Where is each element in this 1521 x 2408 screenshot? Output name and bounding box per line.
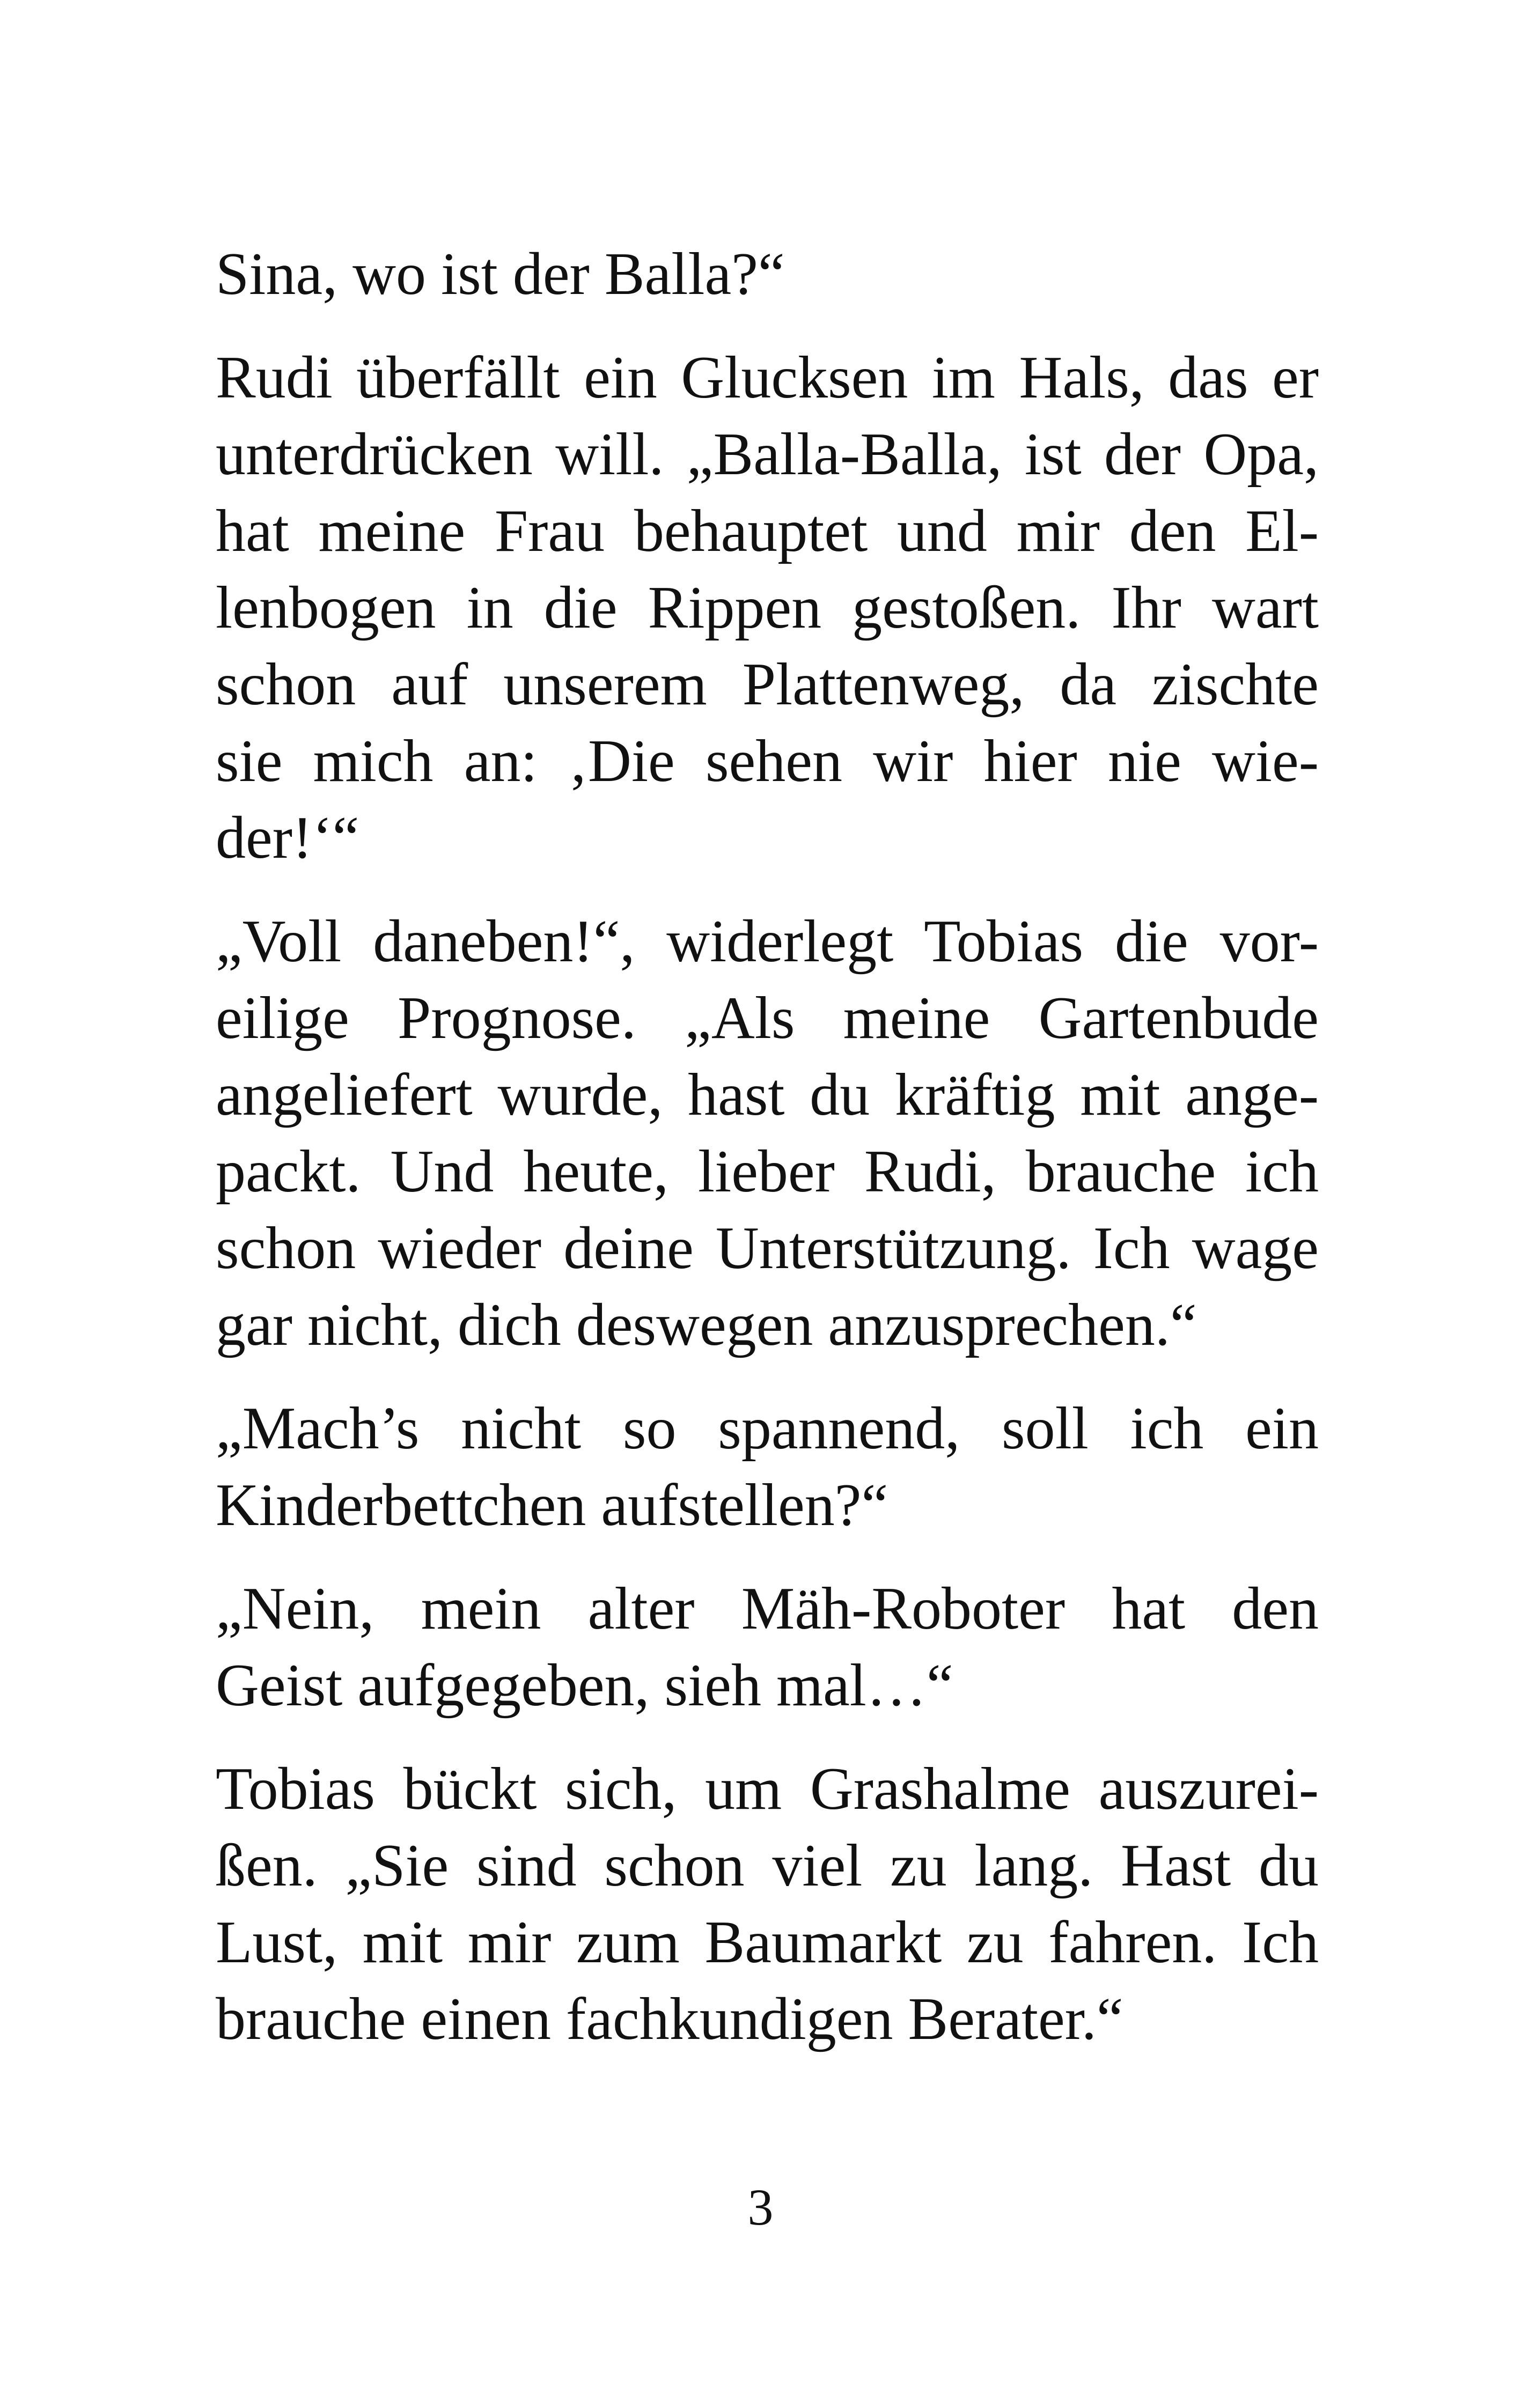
text-line: der!‘“: [216, 805, 359, 871]
paragraph-3: [216, 903, 1319, 1364]
text-line: schon auf unserem Plattenweg, da zischte: [216, 651, 1319, 718]
paragraph-4: [216, 1390, 1319, 1544]
text-line: packt. Und heute, lieber Rudi, brauche ich: [216, 1138, 1319, 1205]
text-line: unterdrücken will. „Balla-Balla, ist der Opa,: [216, 421, 1319, 488]
text-line: hat meine Frau behauptet und mir den El-: [216, 498, 1319, 564]
text-line: „Mach’s nicht so spannend, soll ich ein: [216, 1395, 1319, 1462]
page-body: [216, 236, 1319, 2085]
text-line: gar nicht, dich deswegen anzusprechen.“: [216, 1292, 1197, 1358]
paragraph-1: [216, 236, 1319, 313]
text-line: brauche einen fachkundigen Berater.“: [216, 1986, 1123, 2052]
paragraph-6: [216, 1751, 1319, 2058]
text-line: Sina, wo ist der Balla?“: [216, 241, 785, 307]
page-number: 3: [747, 2178, 774, 2236]
text-line: angeliefert wurde, hast du kräftig mit ange-: [216, 1062, 1319, 1128]
text-line: Geist aufgegeben, sieh mal…“: [216, 1652, 953, 1719]
text-line: Tobias bückt sich, um Grashalme auszurei-: [216, 1756, 1319, 1822]
text-line: Lust, mit mir zum Baumarkt zu fahren. Ich: [216, 1909, 1319, 1976]
text-line: Kinderbettchen aufstellen?“: [216, 1472, 888, 1538]
text-line: eilige Prognose. „Als meine Gartenbude: [216, 985, 1319, 1051]
paragraph-2: [216, 340, 1319, 877]
text-line: „Voll daneben!“, widerlegt Tobias die vor-: [216, 908, 1319, 975]
text-line: schon wieder deine Unterstützung. Ich wage: [216, 1215, 1319, 1282]
text-line: sie mich an: ‚Die sehen wir hier nie wie-: [216, 728, 1319, 794]
text-line: Rudi überfällt ein Glucksen im Hals, das er: [216, 344, 1319, 411]
text-line: lenbogen in die Rippen gestoßen. Ihr wart: [216, 575, 1319, 641]
text-line: ßen. „Sie sind schon viel zu lang. Hast du: [216, 1832, 1319, 1899]
paragraph-5: [216, 1571, 1319, 1724]
text-line: „Nein, mein alter Mäh-Roboter hat den: [216, 1575, 1319, 1642]
